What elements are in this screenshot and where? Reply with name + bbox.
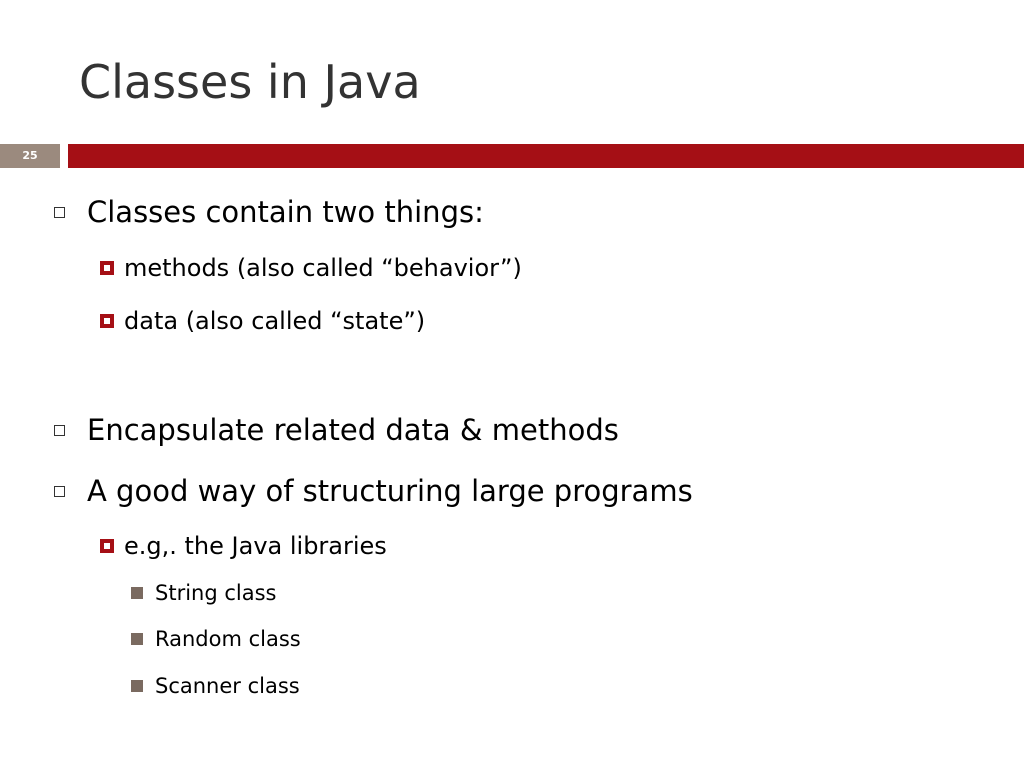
filled-square-bullet-icon — [131, 587, 143, 599]
sub-bullet-item — [100, 529, 387, 563]
bullet-item — [54, 410, 619, 450]
hollow-square-bullet-icon — [54, 425, 65, 436]
filled-square-bullet-icon — [131, 633, 143, 645]
bullet-text: Encapsulate related data & methods — [87, 413, 619, 447]
filled-square-bullet-icon — [131, 680, 143, 692]
title-accent-bar — [68, 144, 1024, 168]
bullet-text: Classes contain two things: — [87, 195, 484, 229]
sub-sub-bullet-item — [131, 624, 301, 654]
bullet-text: A good way of structuring large programs — [87, 474, 693, 508]
sub-bullet-text: methods (also called “behavior”) — [124, 254, 522, 282]
framed-square-bullet-icon — [100, 261, 114, 275]
sub-bullet-item — [100, 251, 522, 285]
bullet-item — [54, 192, 484, 232]
sub-sub-bullet-text: String class — [155, 581, 277, 605]
sub-bullet-text: data (also called “state”) — [124, 307, 426, 335]
sub-sub-bullet-text: Random class — [155, 627, 301, 651]
sub-bullet-text: e.g,. the Java libraries — [124, 532, 387, 560]
slide-number-badge: 25 — [0, 144, 60, 168]
sub-bullet-item — [100, 304, 425, 338]
slide-title: Classes in Java — [79, 55, 421, 109]
sub-sub-bullet-item — [131, 671, 300, 701]
framed-square-bullet-icon — [100, 314, 114, 328]
bullet-item — [54, 471, 693, 511]
sub-sub-bullet-item — [131, 578, 276, 608]
hollow-square-bullet-icon — [54, 486, 65, 497]
sub-sub-bullet-text: Scanner class — [155, 674, 300, 698]
hollow-square-bullet-icon — [54, 207, 65, 218]
framed-square-bullet-icon — [100, 539, 114, 553]
